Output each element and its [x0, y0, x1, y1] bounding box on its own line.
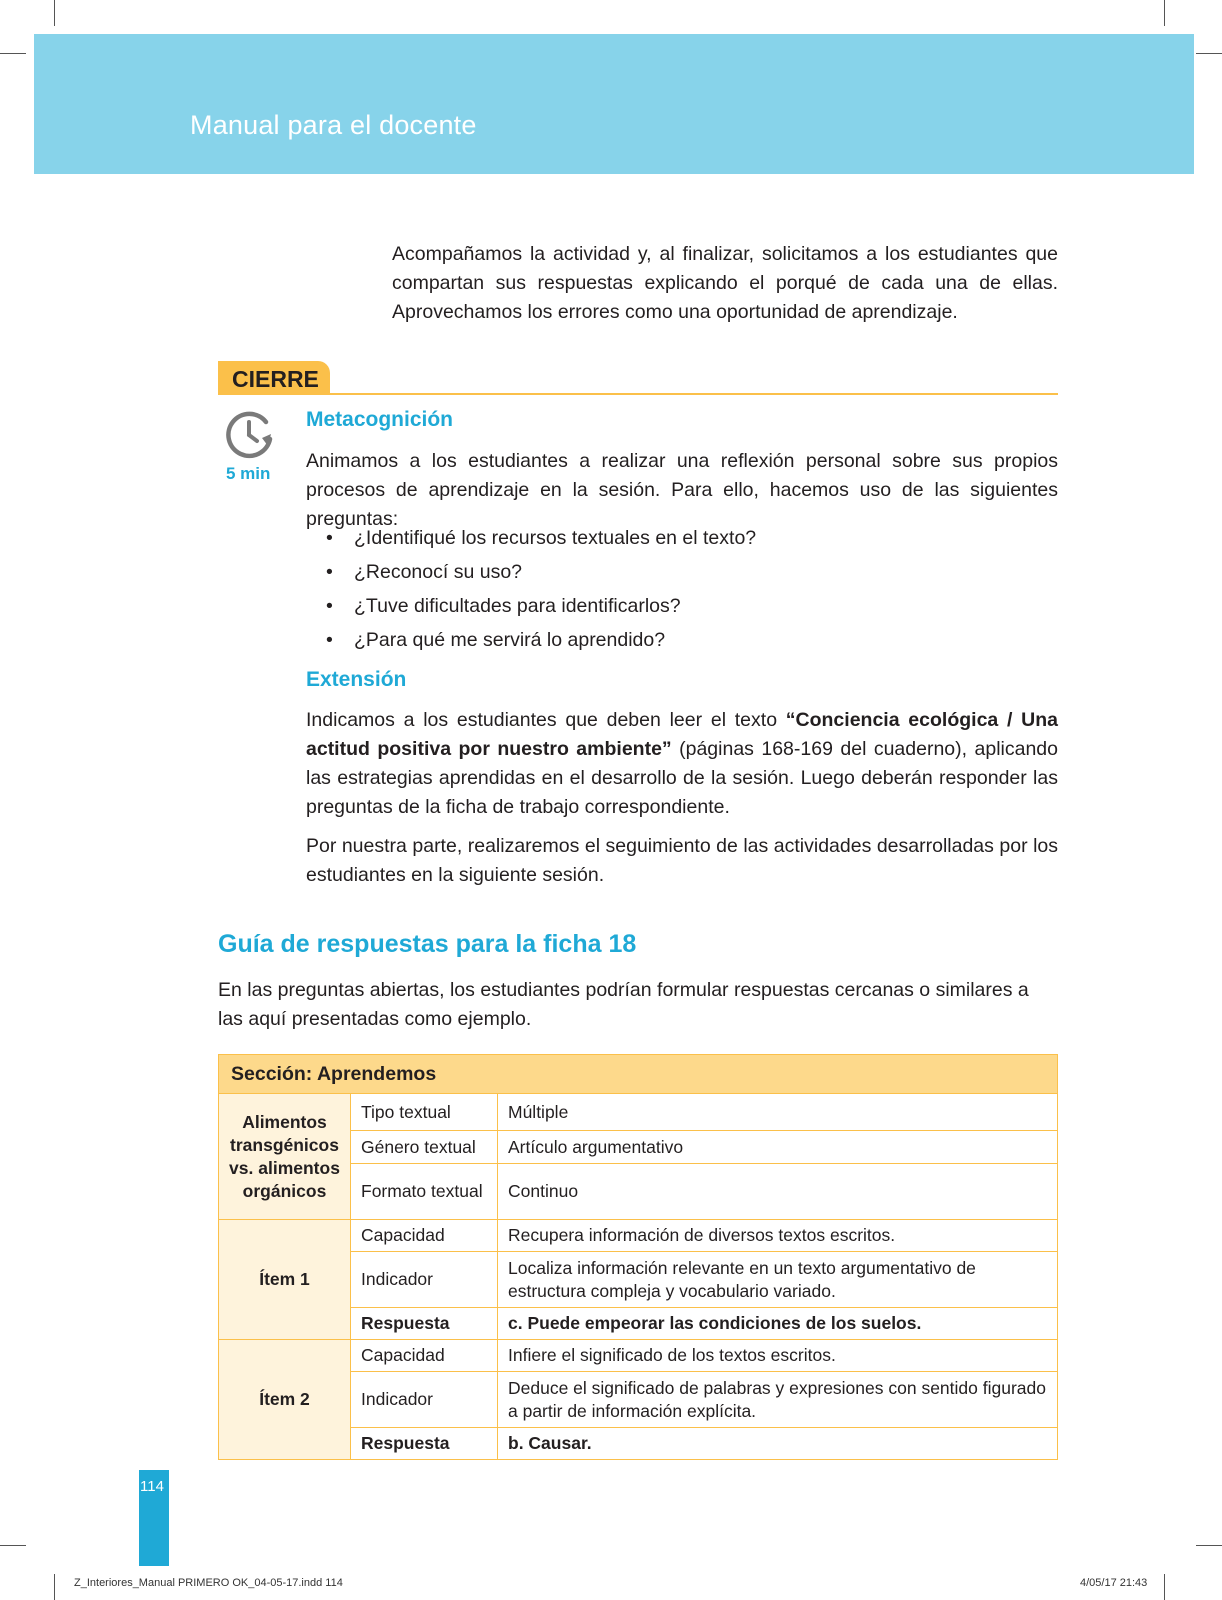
row-value: Infiere el significado de los textos escritos.	[498, 1340, 1058, 1372]
row-label: Indicador	[351, 1372, 498, 1428]
row-label: Tipo textual	[351, 1094, 498, 1131]
row-value: Recupera información de diversos textos escritos.	[498, 1220, 1058, 1252]
row-label: Capacidad	[351, 1220, 498, 1252]
extension-text: Indicamos a los estudiantes que deben leer el texto	[306, 709, 786, 731]
clock-icon	[222, 408, 276, 462]
list-item: • ¿Tuve dificultades para identificarlos?	[326, 589, 756, 623]
row-value: Continuo	[498, 1164, 1058, 1220]
list-item: • ¿Reconocí su uso?	[326, 555, 756, 589]
extension-text: (páginas 168-169 del cuaderno), aplicando las estrategias aprendidas en el desarrollo de la sesión. Luego deberán responder las preguntas de la ficha de trabajo correspondiente.	[306, 738, 1058, 818]
cierre-divider	[330, 393, 1058, 395]
footer-date: 4/05/17 21:43	[1080, 1577, 1148, 1589]
row-value: Artículo argumentativo	[498, 1131, 1058, 1164]
followup-paragraph: Por nuestra parte, realizaremos el seguimiento de las actividades desarrolladas por los estudiantes en la siguiente sesión.	[306, 835, 1058, 886]
reflection-questions	[326, 521, 756, 657]
list-item: • ¿Identifiqué los recursos textuales en el texto?	[326, 521, 756, 555]
metacognicion-heading: Metacognición	[306, 408, 454, 431]
row-label: Respuesta	[351, 1428, 498, 1460]
row-label: Género textual	[351, 1131, 498, 1164]
text-title-cell: Alimentos transgénicos vs. alimentos orgánicos	[219, 1094, 351, 1220]
crop-mark	[1196, 1545, 1222, 1546]
table-row	[219, 1055, 1058, 1094]
row-label: Formato textual	[351, 1164, 498, 1220]
reading-title: “Conciencia ecológica / Una actitud positiva por nuestro ambiente”	[306, 709, 1058, 760]
page-number: 114	[140, 1478, 164, 1495]
crop-mark	[1164, 0, 1165, 26]
metacognicion-text: Animamos a los estudiantes a realizar una reflexión personal sobre sus propios procesos de aprendizaje en la sesión. Para ello, hacemos uso de las siguientes preguntas:	[306, 450, 1058, 530]
time-label: 5 min	[226, 464, 271, 483]
row-label: Indicador	[351, 1252, 498, 1308]
crop-mark	[1196, 53, 1222, 54]
row-value: Deduce el significado de palabras y expresiones con sentido figurado a partir de información explícita.	[498, 1372, 1058, 1428]
crop-mark	[54, 1574, 55, 1600]
crop-mark	[54, 0, 55, 26]
answer-value: c. Puede empeorar las condiciones de los suelos.	[498, 1308, 1058, 1340]
guide-title: Guía de respuestas para la ficha 18	[218, 930, 637, 958]
item-name: Ítem 2	[219, 1340, 351, 1460]
row-value: Localiza información relevante en un texto argumentativo de estructura compleja y vocabulario variado.	[498, 1252, 1058, 1308]
header-title: Manual para el docente	[190, 110, 477, 140]
footer-file-info: Z_Interiores_Manual PRIMERO OK_04-05-17.indd 114	[74, 1577, 343, 1589]
header-band	[34, 34, 1194, 174]
crop-mark	[0, 1545, 26, 1546]
extension-paragraph	[306, 706, 1058, 822]
crop-mark	[1164, 1574, 1165, 1600]
row-label: Respuesta	[351, 1308, 498, 1340]
intro-paragraph: Acompañamos la actividad y, al finalizar, solicitamos a los estudiantes que compartan sus respuestas explicando el porqué de cada una de ellas. Aprovechamos los errores como una oportunidad de aprendizaje.	[392, 243, 1058, 323]
crop-mark	[0, 53, 26, 54]
answer-value: b. Causar.	[498, 1428, 1058, 1460]
answer-table	[218, 1054, 1058, 1460]
table-row	[219, 1340, 1058, 1372]
table-row	[219, 1220, 1058, 1252]
row-label: Capacidad	[351, 1340, 498, 1372]
cierre-label: CIERRE	[218, 361, 330, 395]
guide-intro: En las preguntas abiertas, los estudiantes podrían formular respuestas cercanas o similares a las aquí presentadas como ejemplo.	[218, 979, 1029, 1030]
extension-heading: Extensión	[306, 668, 407, 691]
table-row	[219, 1094, 1058, 1131]
section-header: Sección: Aprendemos	[219, 1055, 1058, 1094]
row-value: Múltiple	[498, 1094, 1058, 1131]
item-name: Ítem 1	[219, 1220, 351, 1340]
list-item: • ¿Para qué me servirá lo aprendido?	[326, 623, 756, 657]
